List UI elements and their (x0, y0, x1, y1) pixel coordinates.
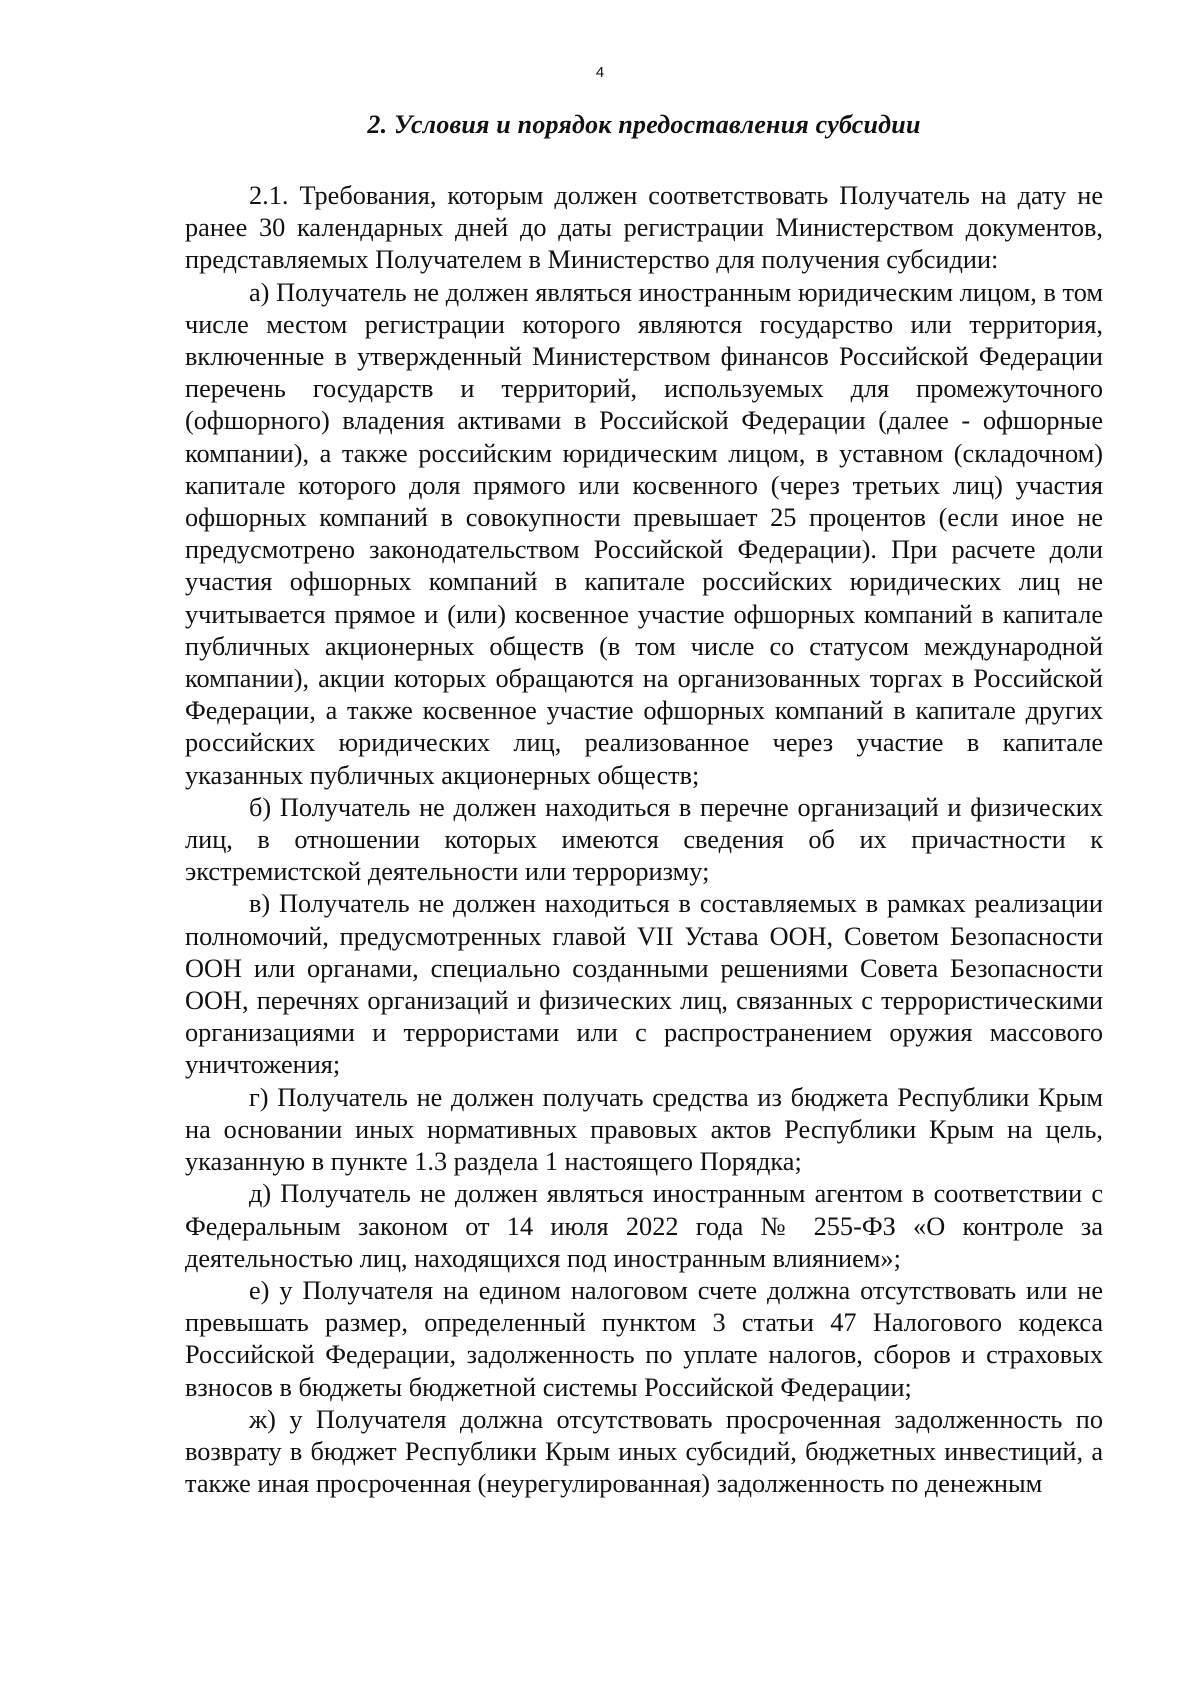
paragraph-item-a: а) Получатель не должен являться иностранным юридическим лицом, в том числе местом регистрации которого являются государство или территория, включенные в утвержденный Министерством финансов Российской Федерации перечень государств и территорий, используемых для промежуточного (офшорного) владения активами в Российской Федерации (далее - офшорные компании), а также российским юридическим лицом, в уставном (складочном) капитале которого доля прямого или косвенного (через третьих лиц) участия офшорных компаний в совокупности превышает 25 процентов (если иное не предусмотрено законодательством Российской Федерации). При расчете доли участия офшорных компаний в капитале российских юридических лиц не учитывается прямое и (или) косвенное участие офшорных компаний в капитале публичных акционерных обществ (в том числе со статусом международной компании), акции которых обращаются на организованных торгах в Российской Федерации, а также косвенное участие офшорных компаний в капитале других российских юридических лиц, реализованное через участие в капитале указанных публичных акционерных обществ; (185, 277, 1103, 790)
paragraph-item-e: е) у Получателя на едином налоговом счете должна отсутствовать или не превышать размер, определенный пунктом 3 статьи 47 Налогового кодекса Российской Федерации, задолженность по уплате налогов, сборов и страховых взносов в бюджеты бюджетной системы Российской Федерации; (185, 1275, 1103, 1402)
paragraph-2-1: 2.1. Требования, которым должен соответствовать Получатель на дату не ранее 30 календарных дней до даты регистрации Министерством документов, представляемых Получателем в Министерство для получения субсидии: (185, 181, 1103, 275)
section-title: 2. Условия и порядок предоставления субсидии (367, 110, 921, 139)
paragraph-item-b: б) Получатель не должен находиться в перечне организаций и физических лиц, в отношении которых имеются сведения об их причастности к экстремистской деятельности или терроризму; (185, 792, 1103, 887)
paragraph-item-g: г) Получатель не должен получать средства из бюджета Республики Крым на основании иных нормативных правовых актов Республики Крым на цель, указанную в пункте 1.3 раздела 1 настоящего Порядка; (185, 1082, 1103, 1177)
body-text (185, 180, 1103, 1500)
paragraph-item-d: д) Получатель не должен являться иностранным агентом в соответствии с Федеральным законом от 14 июля 2022 года № 255-ФЗ «О контроле за деятельностью лиц, находящихся под иностранным влиянием»; (185, 1179, 1103, 1273)
paragraph-item-zh: ж) у Получателя должна отсутствовать просроченная задолженность по возврату в бюджет Республики Крым иных субсидий, бюджетных инвестиций, а также иная просроченная (неурегулированная) задолженность по денежным (185, 1404, 1103, 1499)
page-number: 4 (595, 64, 605, 81)
paragraph-item-v: в) Получатель не должен находиться в составляемых в рамках реализации полномочий, предусмотренных главой VII Устава ООН, Советом Безопасности ООН или органами, специально созданными решениями Совета Безопасности ООН, перечнях организаций и физических лиц, связанных с террористическими организациями и террористами или с распространением оружия массового уничтожения; (185, 889, 1103, 1080)
